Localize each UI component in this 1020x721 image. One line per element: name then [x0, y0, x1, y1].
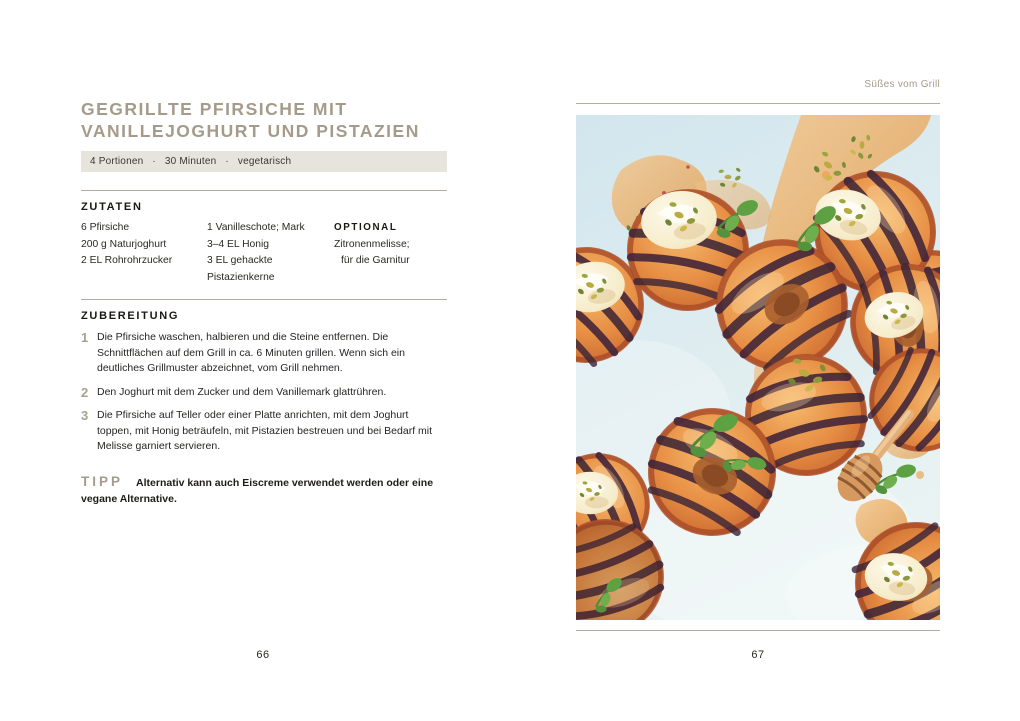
preparation-step — [81, 408, 447, 455]
preparation-steps — [81, 330, 447, 455]
recipe-photo — [576, 115, 940, 620]
photo-divider-bottom — [576, 630, 940, 631]
section-divider — [81, 190, 447, 191]
page-number-right: 67 — [751, 649, 765, 661]
tip-label: TIPP — [81, 473, 124, 489]
ingredients-column-2 — [207, 220, 334, 286]
tip-block — [81, 474, 449, 507]
photo-divider-top — [576, 103, 940, 104]
step-number: 3 — [81, 408, 89, 423]
meta-separator-dot: · — [152, 156, 156, 167]
ingredients-heading: ZUTATEN — [81, 201, 143, 213]
ingredient-item: 3 EL gehackte Pistazienkerne — [207, 255, 275, 283]
step-text: Den Joghurt mit dem Zucker und dem Vanillemark glattrühren. — [97, 385, 387, 398]
step-text: Die Pfirsiche auf Teller oder einer Platte anrichten, mit dem Joghurt toppen, mit Honig beträufeln, mit Pistazien bestreuen und bei Bedarf mit Melisse garniert servieren. — [97, 409, 433, 452]
preparation-step — [81, 385, 447, 401]
optional-heading: OPTIONAL — [334, 222, 398, 233]
meta-time: 30 Minuten — [164, 156, 217, 167]
ingredient-item: 200 g Naturjoghurt — [81, 238, 167, 250]
preparation-step — [81, 330, 447, 377]
section-divider — [81, 299, 447, 300]
recipe-page-left — [81, 98, 447, 507]
running-header: Süßes vom Grill — [864, 79, 940, 90]
ingredient-item: 2 EL Rohrohrzucker — [81, 255, 173, 266]
ingredients-columns — [81, 220, 447, 286]
recipe-meta-bar — [81, 151, 447, 172]
step-text: Die Pfirsiche waschen, halbieren und die Steine entfernen. Die Schnittflächen auf dem Grill in ca. 6 Minuten grillen. Wenn sich ein deutliches Grillmuster abzeichnet, vom Grill nehmen. — [97, 331, 405, 374]
tip-text: Alternativ kann auch Eiscreme verwendet werden oder eine vegane Alternative. — [81, 476, 434, 505]
meta-servings: 4 Portionen — [90, 156, 144, 167]
ingredients-column-optional — [334, 220, 446, 286]
meta-diet: vegetarisch — [237, 156, 292, 167]
ingredient-item: 6 Pfirsiche — [81, 222, 130, 233]
ingredient-item: für die Garnitur — [341, 255, 410, 266]
meta-separator-dot: · — [225, 156, 229, 167]
preparation-heading: ZUBEREITUNG — [81, 310, 180, 322]
step-number: 1 — [81, 330, 89, 345]
page-number-left: 66 — [256, 649, 270, 661]
step-number: 2 — [81, 384, 89, 400]
ingredients-column-1 — [81, 220, 207, 286]
ingredient-item: 3–4 EL Honig — [207, 238, 270, 250]
ingredient-item: Zitronenmelisse; — [334, 238, 410, 250]
recipe-title: GEGRILLTE PFIRSICHE MIT VANILLEJOGHURT UND PISTAZIEN — [81, 99, 420, 141]
ingredient-item: 1 Vanilleschote; Mark — [207, 222, 305, 233]
